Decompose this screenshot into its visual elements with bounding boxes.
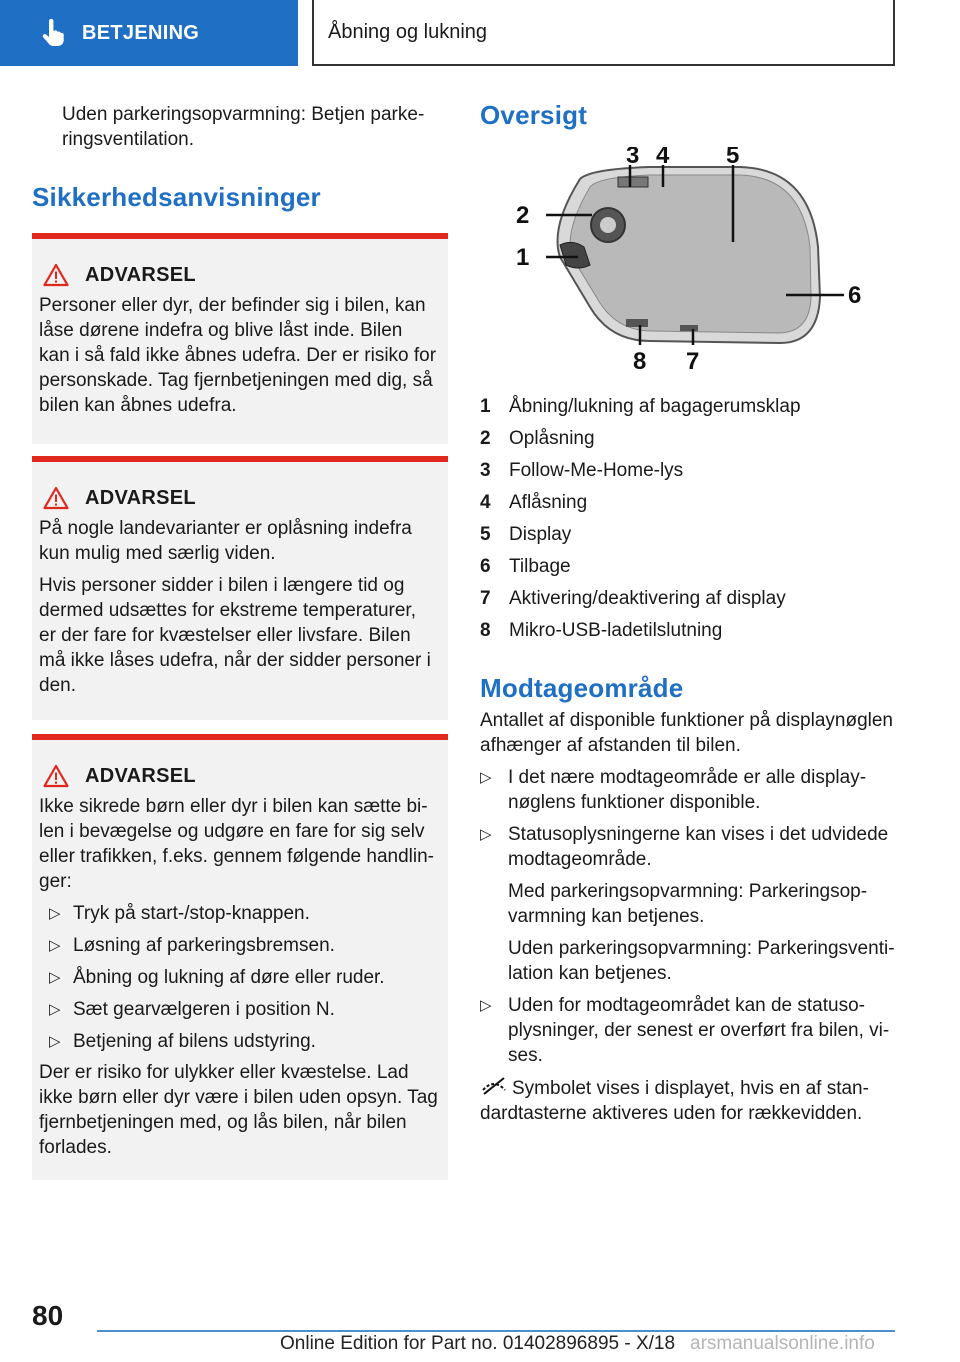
- callout-6: 6: [848, 282, 862, 309]
- legend-item: 3 Follow-Me-Home-lys: [480, 460, 684, 481]
- footer-divider: [97, 1330, 895, 1332]
- legend-item: 5 Display: [480, 524, 572, 545]
- list-item: ▷ Åbning og lukning af døre eller ruder.: [39, 965, 438, 990]
- chapter-title: Åbning og lukning: [312, 0, 895, 66]
- callout-2: 2: [516, 202, 530, 229]
- warning-title: ADVARSEL: [85, 486, 196, 509]
- legend-item: 1 Åbning/lukning af bagagerumsklap: [480, 396, 801, 417]
- bullet-triangle-icon: ▷: [49, 937, 61, 954]
- warning-title: ADVARSEL: [85, 263, 196, 286]
- bullet-triangle-icon: ▷: [49, 969, 61, 986]
- right-column: [480, 100, 900, 1126]
- warning-title: ADVARSEL: [85, 764, 196, 787]
- list-item: ▷ I det nære modtageområde er alle displaynøglens funktioner disponible.: [480, 767, 867, 813]
- symbol-note: Symbolet vises i displayet, hvis en af standardtasterne aktiveres uden for rækkevidden.: [480, 1078, 869, 1124]
- section-tab: [0, 0, 298, 66]
- warning-triangle-icon: [43, 486, 69, 510]
- watermark: arsmanualsonline.info: [690, 1333, 875, 1354]
- page-number: 80: [32, 1300, 64, 1331]
- legend-item: 6 Tilbage: [480, 556, 571, 577]
- list-item: ▷ Betjening af bilens udstyring.: [39, 1029, 438, 1054]
- range-list: [480, 765, 900, 1068]
- hand-pointer-icon: [38, 18, 68, 48]
- left-column: [32, 102, 448, 1180]
- intro-paragraph: Uden parkeringsopvarmning: Betjen parkeringsventilation.: [62, 104, 425, 150]
- section-tab-label: BETJENING: [82, 21, 200, 44]
- callout-8: 8: [633, 348, 647, 375]
- out-of-range-icon: [480, 1076, 508, 1096]
- list-item: ▷ Statusoplysningerne kan vises i det udvidede modtageområde. Med parkeringsopvarmning: Parkeringsopvarmning kan betjenes. Uden parkeringsopvarmning: Parkeringsventilation kan betjenes.: [480, 824, 895, 984]
- warning-text: Hvis personer sidder i bilen i længere tid og dermed udsættes for ekstreme temperaturer, er der fare for kvæstelser eller livsfare. Bilen må ikke låses udefra, når der sidder personer i den.: [39, 575, 431, 696]
- warning-text: Ikke sikrede børn eller dyr i bilen kan sætte bilen i bevægelse og udgøre en fare for sig selv eller trafikken, f.eks. gennem følgende handlinger:: [39, 796, 434, 892]
- bullet-triangle-icon: ▷: [49, 905, 61, 922]
- list-item: ▷ Uden for modtageområdet kan de statusoplysninger, der senest er overført fra bilen, vises.: [480, 995, 890, 1066]
- warning-box-2: [32, 456, 448, 720]
- section-heading-overview: Oversigt: [480, 100, 588, 130]
- list-item: ▷ Tryk på start-/stop-knappen.: [39, 901, 438, 926]
- legend-list: [480, 391, 900, 647]
- bullet-triangle-icon: ▷: [480, 826, 492, 843]
- list-item: ▷ Sæt gearvælgeren i position N.: [39, 997, 438, 1022]
- callout-3: 3: [626, 147, 640, 169]
- section-heading-range: Modtageområde: [480, 673, 684, 703]
- bullet-triangle-icon: ▷: [480, 997, 492, 1014]
- callout-1: 1: [516, 244, 530, 271]
- legend-item: 7 Aktivering/deaktivering af display: [480, 588, 786, 609]
- warning-triangle-icon: [43, 764, 69, 788]
- edition-text: Online Edition for Part no. 01402896895 - X/18: [280, 1333, 676, 1354]
- warning-box-3: [32, 734, 448, 1180]
- legend-item: 2 Oplåsning: [480, 428, 595, 449]
- warning-text: På nogle landevarianter er oplåsning indefra kun mulig med særlig viden.: [39, 518, 412, 564]
- warning-text: Der er risiko for ulykker eller kvæstelse. Lad ikke børn eller dyr være i bilen uden opsyn. Tag fjernbetjeningen med, og lås bilen, når bilen forlades.: [39, 1062, 438, 1158]
- callout-5: 5: [726, 147, 740, 169]
- list-item: ▷ Løsning af parkeringsbremsen.: [39, 933, 438, 958]
- section-heading-safety: Sikkerhedsanvisninger: [32, 182, 321, 212]
- bullet-triangle-icon: ▷: [49, 1033, 61, 1050]
- legend-item: 4 Aflåsning: [480, 492, 588, 513]
- range-intro: Antallet af disponible funktioner på displaynøglen afhænger af afstanden til bilen.: [480, 710, 893, 756]
- bullet-triangle-icon: ▷: [49, 1001, 61, 1018]
- callout-4: 4: [656, 147, 670, 169]
- warning-list: [39, 901, 438, 1054]
- legend-item: 8 Mikro-USB-ladetilslutning: [480, 620, 723, 641]
- warning-text: Personer eller dyr, der befinder sig i bilen, kan låse dørene indefra og blive låst inde. Bilen kan i så fald ikke åbnes udefra. Der er risiko for personskade. Tag fjernbetjeningen med dig, så bilen kan åbnes udefra.: [39, 295, 437, 416]
- warning-box-1: [32, 233, 448, 444]
- callout-7: 7: [686, 348, 700, 375]
- display-key-illustration: [480, 147, 900, 377]
- warning-triangle-icon: [43, 263, 69, 287]
- bullet-triangle-icon: ▷: [480, 769, 492, 786]
